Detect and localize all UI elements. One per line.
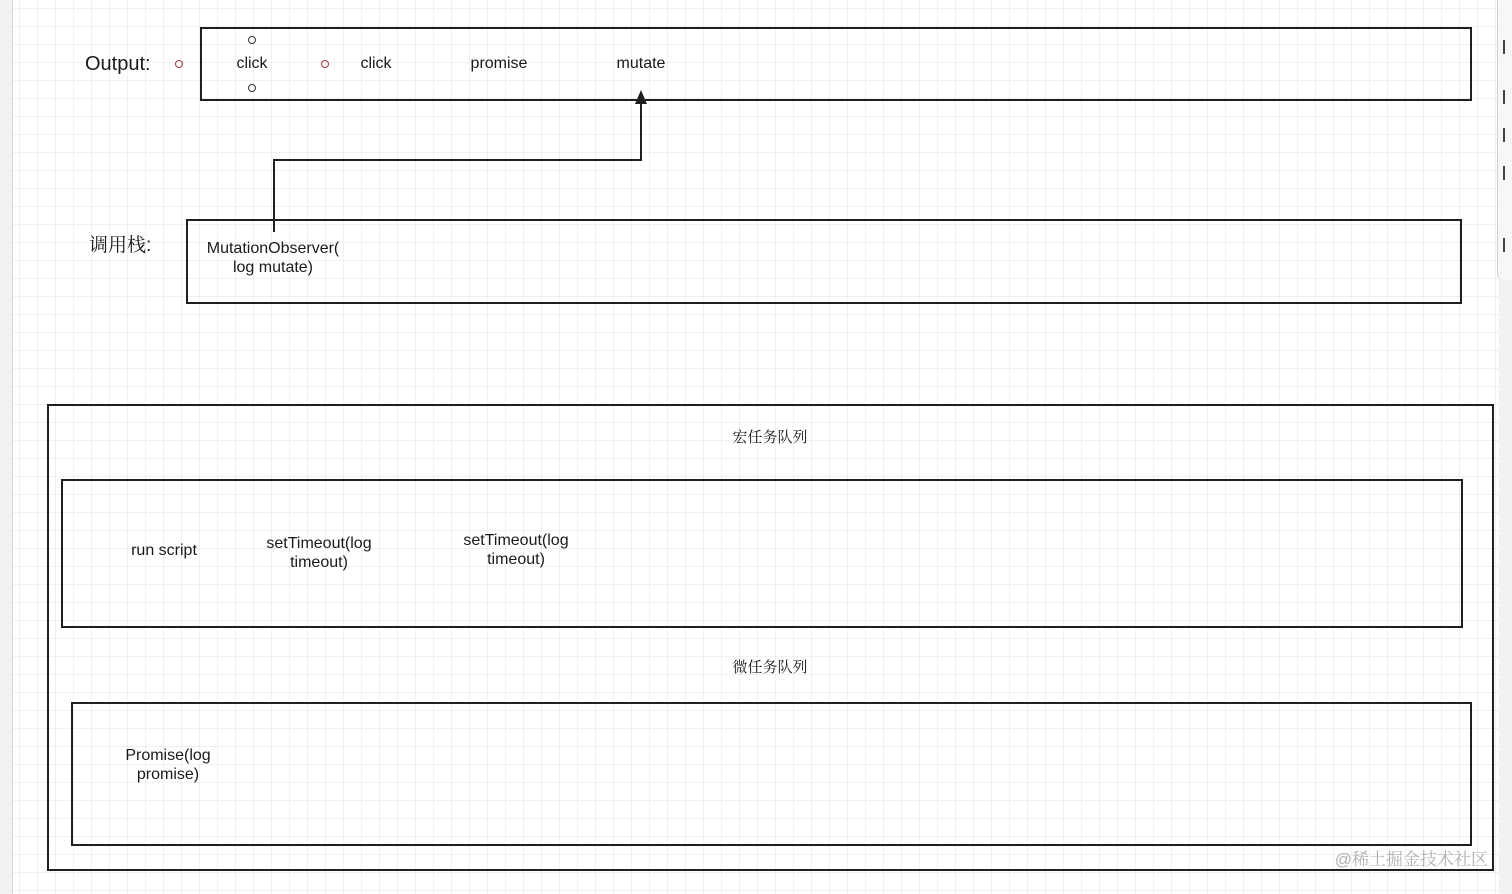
toolbar-glyph-icon	[1503, 238, 1510, 252]
callstack-label: 调用栈:	[89, 235, 152, 256]
output-item: click	[360, 55, 392, 72]
callstack-item: MutationObserver( log mutate)	[206, 240, 340, 276]
output-label: Output:	[85, 53, 151, 75]
macrotask-title: 宏任务队列	[732, 429, 808, 446]
macrotask-item: setTimeout(log timeout)	[463, 532, 569, 568]
macrotask-item: setTimeout(log timeout)	[266, 535, 372, 571]
output-item: promise	[470, 55, 528, 72]
watermark: @稀土掘金技术社区	[1334, 850, 1488, 869]
microtask-queue-box[interactable]	[71, 702, 1472, 846]
toolbar-glyph-icon	[1503, 40, 1510, 54]
output-marker-icon	[248, 36, 256, 44]
callstack-box[interactable]	[186, 219, 1462, 304]
macrotask-item: run script	[131, 542, 197, 559]
output-marker-icon	[321, 60, 329, 68]
toolbar-glyph-icon	[1503, 166, 1510, 180]
microtask-title: 微任务队列	[732, 659, 808, 676]
toolbar-strip	[1497, 0, 1512, 280]
microtask-item: Promise(log promise)	[125, 747, 211, 783]
output-marker-icon	[175, 60, 183, 68]
output-item: mutate	[616, 55, 666, 72]
toolbar-glyph-icon	[1503, 128, 1510, 142]
output-item: click	[236, 55, 268, 72]
output-marker-icon	[248, 84, 256, 92]
toolbar-glyph-icon	[1503, 90, 1510, 104]
